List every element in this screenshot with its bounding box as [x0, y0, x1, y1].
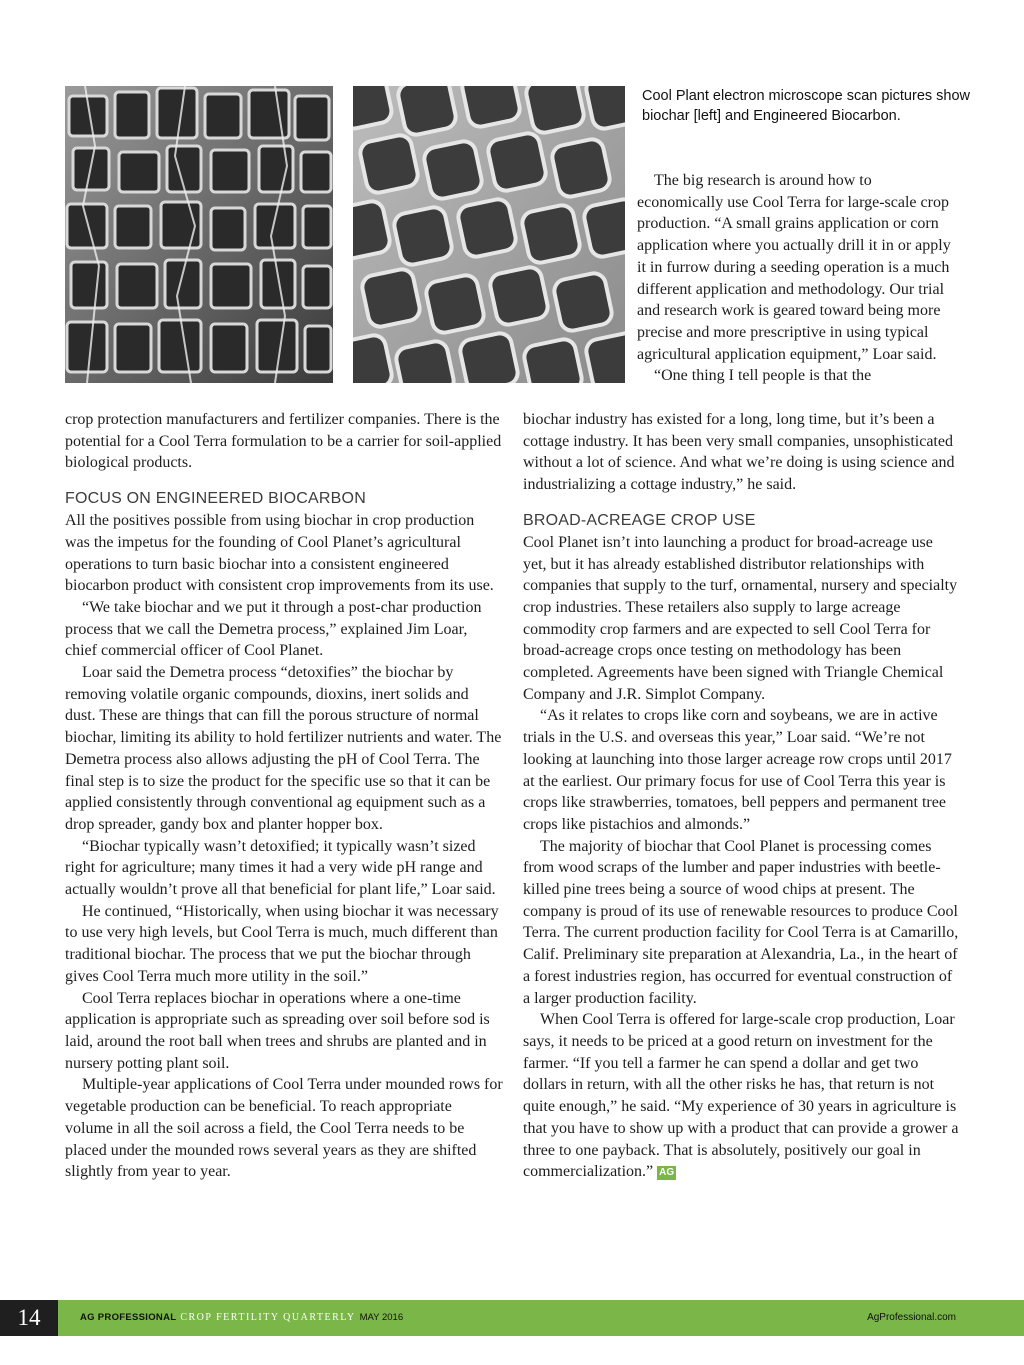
website-link[interactable]: AgProfessional.com	[867, 1312, 956, 1323]
left-column	[65, 409, 503, 1183]
paragraph-text: When Cool Terra is offered for large-scale crop production, Loar says, it needs to be priced at a good return on investment for the farmer. “If you tell a farmer he can spend a dollar and get two dollars in return, with all the other risks he has, that return is not quite enough,” he said. “My experience of 30 years in agriculture is that you have to show up with a product that can provide a grower a three to one payback. That is absolutely, positively our goal in commercialization.”	[523, 1011, 959, 1181]
paragraph	[523, 1009, 959, 1183]
publication-series: CROP FERTILITY QUARTERLY	[180, 1312, 356, 1323]
paragraph: crop protection manufacturers and fertilizer companies. There is the potential for a Cool Terra formulation to be a carrier for soil-applied biological products.	[65, 411, 502, 472]
publication-issue: MAY 2016	[359, 1312, 404, 1323]
paragraph: Cool Planet isn’t into launching a product for broad-acreage use yet, but it has already established distributor relationships with companies that supply to the turf, ornamental, nursery and specialty crop industries. These retailers also supply to large acreage commodity crop farmers and are expected to sell Cool Terra for broad-acreage crops once testing on methodology has been completed. Agreements have been signed with Triangle Chemical Company and J.R. Simplot Company.	[523, 533, 958, 703]
paragraph: Loar said the Demetra process “detoxifies” the biochar by removing volatile organic compounds, dioxins, inert solids and dust. These are things that can fill the porous structure of normal biochar, limiting its ability to hold fertilizer nutrients and water. The Demetra process also allows adjusting the pH of Cool Terra. The final step is to size the product for the specific use so that it can be applied consistently through conventional ag equipment such as a drop spreader, gandy box and planter hopper box.	[65, 664, 502, 833]
biochar-scan-image	[65, 86, 333, 383]
section-heading: FOCUS ON ENGINEERED BIOCARBON	[65, 490, 366, 508]
paragraph: “One thing I tell people is that the	[654, 367, 872, 385]
paragraph: Multiple-year applications of Cool Terra under mounded rows for vegetable production can be beneficial. To reach appropriate volume in all the soil across a field, the Cool Terra needs to be placed under the mounded rows several years as they are shifted slightly from year to year.	[65, 1076, 503, 1181]
paragraph: “As it relates to crops like corn and soybeans, we are in active trials in the U.S. and overseas this year,” Loar said. “We’re not looking at launching into those larger acreage row crops until 2017 at the earliest. Our primary focus for use of Cool Terra this year is crops like strawberries, tomatoes, bell peppers and permanent tree crops like pistachios and almonds.”	[523, 707, 952, 833]
publication-brand: AG PROFESSIONAL	[80, 1312, 177, 1323]
paragraph: The big research is around how to economically use Cool Terra for large-scale crop production. “A small grains application or corn application where you actually drill it in or apply it in furrow during a seeding operation is a much different application and methodology. Our trial and research work is geared toward being more precise and more prescriptive in using typical agricultural application equipment,” Loar said.	[637, 172, 951, 363]
paragraph: biochar industry has existed for a long, long time, but it’s been a cottage industry. It has been very small companies, unsophisticated without a lot of science. And what we’re doing is using science and industrializing a cottage industry,” he said.	[523, 411, 955, 494]
biocarbon-scan-graphic	[353, 86, 625, 383]
paragraph: “Biochar typically wasn’t detoxified; it typically wasn’t sized right for agriculture; many times it had a very wide pH range and actually wouldn’t prove all that beneficial for plant life,” Loar said.	[65, 837, 496, 899]
paragraph: All the positives possible from using biochar in crop production was the impetus for the founding of Cool Planet’s agricultural operations to turn basic biochar into a consistent engineered biocarbon product with consistent crop improvements from its use.	[65, 512, 494, 595]
paragraph: Cool Terra replaces biochar in operations where a one-time application is appropriate such as spreading over soil before sod is laid, around the root ball when trees and shrubs are planted and in nursery potting plant soil.	[65, 989, 490, 1072]
right-column-top	[637, 170, 959, 387]
section-heading: BROAD-ACREAGE CROP USE	[523, 511, 756, 529]
biocarbon-scan-image	[353, 86, 625, 383]
page-number: 14	[0, 1300, 58, 1336]
photo-caption: Cool Plant electron microscope scan pictures show biochar [left] and Engineered Biocarbon.	[642, 88, 971, 124]
paragraph: The majority of biochar that Cool Planet is processing comes from wood scraps of the lumber and paper industries with beetle-killed pine trees being a source of wood chips at present. The company is proud of its use of renewable resources to produce Cool Terra. The current production facility for Cool Terra is at Camarillo, Calif. Preliminary site preparation at Alexandria, La., in the heart of a forest industries region, has occurred for eventual construction of a larger production facility.	[523, 837, 959, 1007]
biochar-scan-graphic	[65, 86, 333, 383]
ag-end-mark: AG	[659, 1167, 675, 1179]
page-footer	[0, 1300, 1024, 1336]
paragraph: “We take biochar and we put it through a post-char production process that we call the Demetra process,” explained Jim Loar, chief commercial officer of Cool Planet.	[65, 598, 482, 660]
publication-line	[80, 1300, 403, 1336]
right-column	[523, 409, 959, 1183]
paragraph: He continued, “Historically, when using biochar it was necessary to use very high levels, but Cool Terra is much, much different than traditional biochar. The process that we put the biochar through gives Cool Terra much more utility in the soil.”	[65, 902, 499, 985]
